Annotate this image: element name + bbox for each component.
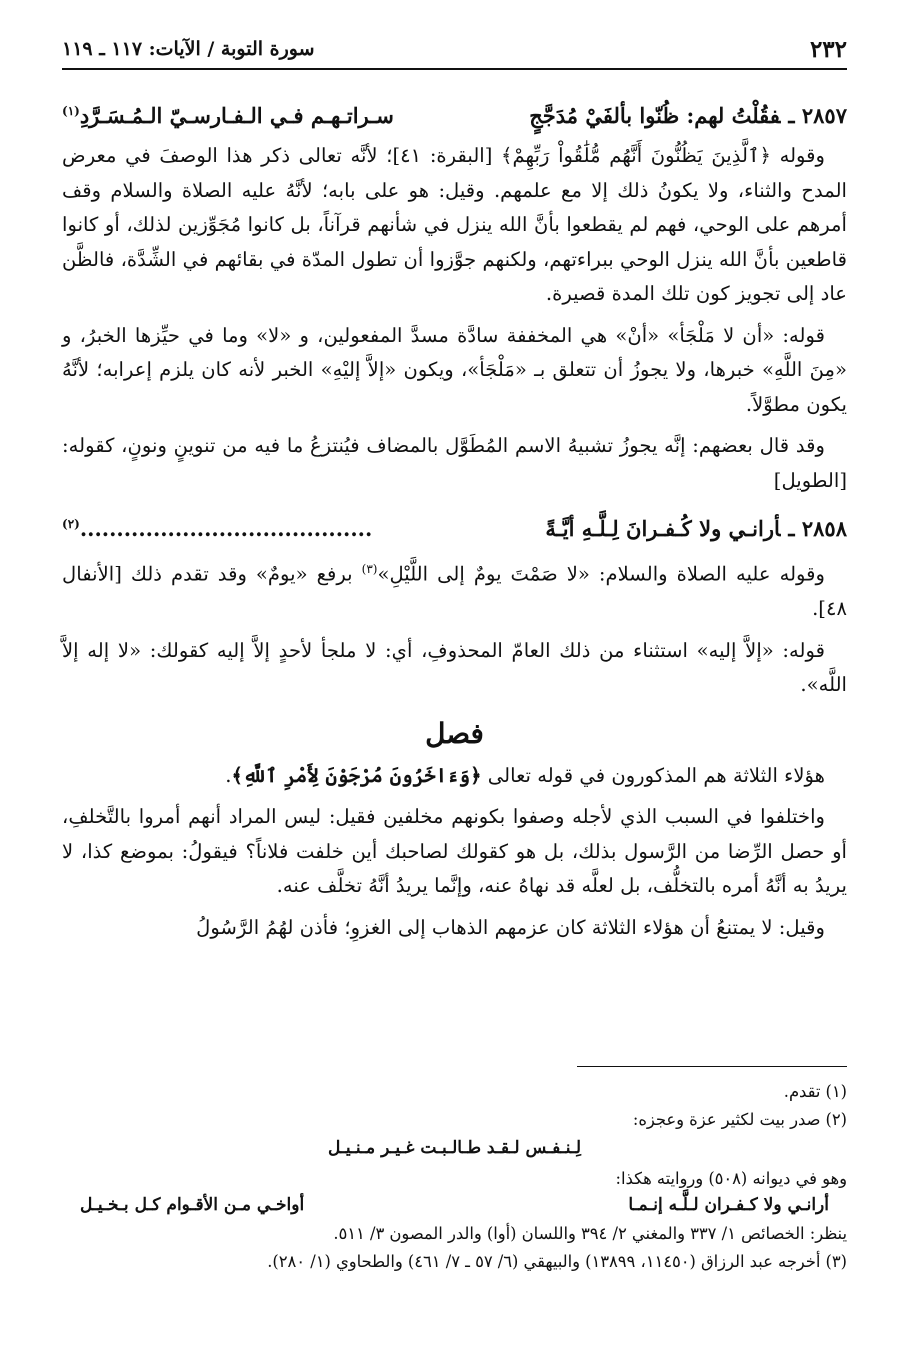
hemistich: أرانـي ولا كـفـران لـلَّـه إنـمـا	[628, 1195, 829, 1216]
verse-second-half	[62, 92, 394, 135]
hemistich: أرانـي ولا كُـفـرانَ لِـلَّـهِ أيَّـةً	[545, 516, 781, 541]
verse-2858	[62, 505, 847, 548]
main-text	[62, 92, 847, 952]
paragraph: قوله: «أن لا مَلْجَأ» «أنْ» هي المخففة سادَّة مسدَّ المفعولين، و «لا» وما في حيِّزها الخبرُ، و «مِنَ اللَّهِ» خبرها، ولا يجوزُ أن تتعلق بـ «مَلْجَأ»، ويكون «إلاَّ إليْهِ» الخبر لأنه كان يلزم إعرابه؛ لأنَّهُ يكون مطوَّلاً.	[62, 323, 847, 416]
footnote-marker: (٢)	[62, 517, 80, 531]
paragraph: قوله: «إلاَّ إليه» استثناء من ذلك العامّ المحذوفِ، أي: لا ملجأ لأحدٍ إلاَّ إليه كقولك: «لا إله إلاَّ اللَّه».	[62, 638, 847, 697]
paragraph-text: هؤلاء الثلاثة هم المذكورون في قوله تعالى	[481, 763, 825, 787]
paragraph	[62, 759, 847, 794]
paragraph-text: وقوله عليه الصلاة والسلام: «لا صَمْتَ يومٌ إلى اللَّيْلِ»	[377, 562, 825, 586]
footnote-1: (١) تقدم.	[783, 1082, 847, 1101]
paragraph-text: برفع «يومٌ» وقد تقدم ذلك [الأنفال ٤٨].	[62, 562, 847, 621]
footnote-3: (٣) أخرجه عبد الرزاق (١١٤٥٠، ١٣٨٩٩) والبيهقي (٦/ ٥٧ ـ ٧/ ٤٦١) والطحاوي (١/ ٢٨٠).	[267, 1251, 847, 1271]
page-number: ٢٣٢	[809, 36, 847, 63]
footnote-verse: لِـنـفـس لـقـد طـالـبـت غـيـر مـنـيـل	[327, 1138, 582, 1159]
verse-number: ٢٨٥٨ ـ	[788, 516, 847, 541]
paragraph: واختلفوا في السبب الذي لأجله وصفوا بكونهم مخلفين فقيل: ليس المراد أنهم أمروا بالتَّخلفِ، أو حصل الرِّضا من الرَّسول بذلك، بل هو كقولك لصاحبك أين خلفت فلاناً؟ فيقولُ: بموضع كذا، لا يريدُ به أنَّهُ أمره بالتخلُّف، بل لعلَّه قد نهاهُ عنه، وإنَّما يريدُ أنَّهُ تخلَّف عنه.	[62, 805, 847, 898]
footnote-text: وهو في ديوانه (٥٠٨) وروايته هكذا:	[615, 1168, 847, 1188]
paragraph	[62, 552, 847, 627]
hemistich-dots: ........................................	[79, 516, 373, 541]
footnote-marker: (٣)	[361, 562, 378, 576]
verse-first-half	[545, 510, 847, 548]
hemistich: أواخـي مـن الأقـوام كـل بـخـيـل	[80, 1195, 305, 1216]
paragraph-text: .	[225, 763, 232, 787]
page-header	[62, 34, 847, 70]
footnote-divider	[577, 1066, 847, 1067]
quran-quote: ﴿وَءَاخَرُونَ مُرْجَوْنَ لِأَمْرِ ٱللَّهِ﴾	[231, 763, 482, 787]
verse-first-half	[529, 97, 847, 135]
paragraph: وقوله ﴿ٱلَّذِينَ يَظُنُّونَ أَنَّهُم مُّلَٰقُواْ رَبِّهِمْ﴾ [البقرة: ٤١]؛ لأنَّه تعالى ذكر هذا الوصفَ في معرض المدح والثناء، ولا يكونُ ذلك إلا مع علمهم. وقيل: هو على بابه؛ لأنَّهُ عليه الصلاة والسلام وقف أمرهم على الوحي، فهم لم يقطعوا بأنَّ الله ينزل في شأنهم قرآناً، بل كانوا مُجَوِّزين لذلك، أو كانوا قاطعين بأنَّ الله ينزل الوحي ببراءتهم، ولكنهم جوَّزوا أن تطول المدّة في بقائهم في الشِّدَّة، فالظَّن عاد إلى تجويز كون تلك المدة قصيرة.	[62, 144, 847, 305]
footnotes	[62, 1078, 847, 1275]
paragraph: وقد قال بعضهم: إنَّه يجوزُ تشبيهُ الاسم المُطَوَّل بالمضاف فيُنتزعُ ما فيه من تنوينٍ ونونٍ، كقوله: [الطويل]	[62, 434, 847, 492]
footnote-marker: (١)	[62, 104, 80, 118]
paragraph: وقيل: لا يمتنعُ أن هؤلاء الثلاثة كان عزمهم الذهاب إلى الغزوِ؛ فأذن لهُمُ الرَّسُولُ	[196, 915, 825, 939]
verse-second-half	[62, 505, 372, 548]
footnote-text: ينظر: الخصائص ١/ ٣٣٧ والمغني ٢/ ٣٩٤ واللسان (أوا) والدر المصون ٣/ ٥١١.	[333, 1223, 847, 1243]
section-heading: فصل	[425, 716, 484, 750]
footnote-verse-pair	[62, 1192, 847, 1220]
verse-2857	[62, 92, 847, 135]
surah-title: سورة التوبة / الآيات: ١١٧ ـ ١١٩	[62, 38, 315, 60]
hemistich: سـراتـهـم فـي الـفـارسـيّ الـمُـسَـرَّدِ	[79, 103, 394, 128]
hemistich: فقُلْتُ لهم: ظُنّوا بألفَيْ مُدَجَّجٍ	[529, 103, 781, 128]
footnote-2: (٢) صدر بيت لكثير عزة وعجزه:	[632, 1109, 847, 1129]
verse-number: ٢٨٥٧ ـ	[788, 103, 847, 128]
